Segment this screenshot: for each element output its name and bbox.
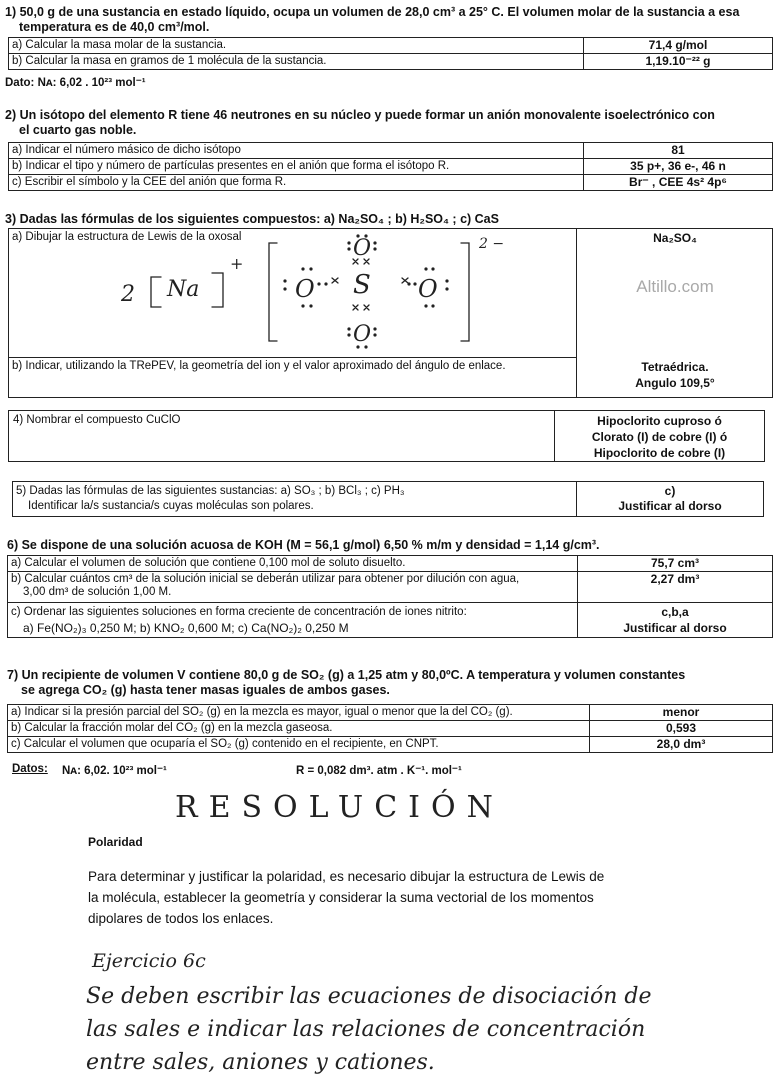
q7-c-answer: 28,0 dm³	[590, 737, 773, 753]
anion-left-bracket	[269, 243, 277, 341]
q2-title-line2: el cuarto gas noble.	[19, 123, 137, 137]
q5-answer-line2: Justificar al dorso	[618, 499, 722, 513]
anion-right-bracket	[461, 243, 469, 341]
q7-datos-r: R = 0,082 dm³. atm . K⁻¹. mol⁻¹	[296, 765, 462, 777]
q2-a-question: a) Indicar el número másico de dicho isótopo	[9, 143, 584, 159]
q2-table	[8, 142, 773, 191]
q7-datos-label: Datos:	[12, 763, 48, 775]
q7-a-answer: menor	[590, 705, 773, 721]
q4-answer-line1: Hipoclorito cuproso ó	[597, 414, 722, 428]
q7-table	[7, 704, 773, 753]
q6-title: 6) Se dispone de una solución acuosa de KOH (M = 56,1 g/mol) 6,50 % m/m y densidad = 1,14 g/cm³.	[7, 538, 600, 552]
q6-b-question-line1: b) Calcular cuántos cm³ de la solución inicial se deberán utilizar para obtener por dilución con agua,	[11, 573, 520, 585]
table-row	[9, 38, 773, 54]
q1-title-line2: temperatura es de 40,0 cm³/mol.	[19, 20, 210, 34]
bond-x-right	[402, 278, 408, 283]
q7-title	[7, 668, 777, 698]
ejercicio-6c-line3: entre sales, aniones y cationes.	[86, 1050, 435, 1075]
q3-a-cell	[9, 229, 577, 358]
q3-a-answer: Na₂SO₄	[653, 231, 697, 245]
table-row	[8, 705, 773, 721]
table-row	[8, 572, 773, 603]
ejercicio-6c-text	[86, 980, 776, 1079]
q1-title	[5, 5, 775, 35]
q2-title-line1: 2) Un isótopo del elemento R tiene 46 neutrones en su núcleo y puede formar un anión monovalente isoelectrónico con	[5, 108, 715, 122]
q4-answer-line2: Clorato (I) de cobre (I) ó	[591, 430, 728, 444]
q6-c-question	[8, 603, 578, 638]
q3-b-label: b) Indicar, utilizando la TRePEV, la geometría del ion y el valor aproximado del ángulo de enlace.	[12, 360, 506, 372]
resolucion-heading: RESOLUCIÓN	[175, 790, 504, 825]
q2-c-answer: Br⁻ , CEE 4s² 4p⁶	[584, 175, 773, 191]
q7-b-answer: 0,593	[590, 721, 773, 737]
q2-b-question: b) Indicar el tipo y número de partículas presentes en el anión que forma el isótopo R.	[9, 159, 584, 175]
q7-b-question: b) Calcular la fracción molar del CO₂ (g) en la mezcla gaseosa.	[8, 721, 590, 737]
q6-c-question-line1: c) Ordenar las siguientes soluciones en forma creciente de concentración de iones nitrito:	[11, 606, 467, 618]
q2-title	[5, 108, 775, 138]
table-row	[8, 721, 773, 737]
q3-a-label: a) Dibujar la estructura de Lewis de la oxosal	[12, 231, 242, 243]
table-row	[9, 175, 773, 191]
q2-b-answer: 35 p+, 36 e-, 46 n	[584, 159, 773, 175]
q4-label: 4) Nombrar el compuesto CuClO	[13, 414, 181, 426]
table-row	[8, 737, 773, 753]
q3-box	[8, 228, 773, 398]
q7-datos-na: Nᴀ: 6,02. 10²³ mol⁻¹	[62, 765, 167, 777]
table-row	[9, 159, 773, 175]
q2-a-answer: 81	[584, 143, 773, 159]
q6-b-answer: 2,27 dm³	[578, 572, 773, 603]
lewis-structure	[9, 229, 576, 357]
q3-b-answer	[576, 357, 773, 398]
ejercicio-6c-line2: las sales e indicar las relaciones de concentración	[86, 1017, 646, 1042]
q1-a-question: a) Calcular la masa molar de la sustancia.	[9, 38, 584, 54]
q4-box	[8, 410, 765, 462]
bond-x-left	[332, 278, 338, 283]
q3-b-answer-line1: Tetraédrica.	[641, 360, 709, 374]
q6-a-question: a) Calcular el volumen de solución que contiene 0,100 mol de soluto disuelto.	[8, 556, 578, 572]
q7-c-question: c) Calcular el volumen que ocuparía el SO₂ (g) contenido en el recipiente, en CNPT.	[8, 737, 590, 753]
polaridad-line2: la molécula, establecer la geometría y considerar la suma vectorial de los momentos	[88, 890, 594, 905]
q5-label	[16, 484, 405, 514]
polaridad-line3: dipolares de todos los enlaces.	[88, 911, 274, 926]
q1-dato: Dato: Nᴀ: 6,02 . 10²³ mol⁻¹	[5, 77, 146, 89]
q5-answer	[576, 482, 763, 516]
lewis-central-atom: S	[353, 270, 371, 300]
lewis-cation-charge: +	[230, 254, 244, 273]
table-row	[9, 54, 773, 70]
q6-b-question-line2: 3,00 dm³ de solución 1,00 M.	[23, 586, 172, 598]
q6-b-question	[8, 572, 578, 603]
q6-c-answer-line2: Justificar al dorso	[623, 621, 727, 635]
q6-c-answer-line1: c,b,a	[661, 605, 689, 619]
q2-c-question: c) Escribir el símbolo y la CEE del anión que forma R.	[9, 175, 584, 191]
q1-a-answer: 71,4 g/mol	[584, 38, 773, 54]
polaridad-line1: Para determinar y justificar la polaridad, es necesario dibujar la estructura de Lewis de	[88, 869, 605, 884]
q7-title-line2: se agrega CO₂ (g) hasta tener masas iguales de ambos gases.	[21, 683, 390, 697]
q7-title-line1: 7) Un recipiente de volumen V contiene 80,0 g de SO₂ (g) a 1,25 atm y 80,0ºC. A temperatura y volumen constantes	[7, 668, 686, 682]
lewis-oxygen-top: O	[353, 236, 372, 261]
q4-answer-line3: Hipoclorito de cobre (I)	[593, 446, 726, 460]
bond-x-bottom	[353, 305, 369, 310]
q6-c-question-line2: a) Fe(NO₂)₃ 0,250 M; b) KNO₂ 0,600 M; c) Ca(NO₂)₂ 0,250 M	[23, 621, 349, 635]
q3-title: 3) Dadas las fórmulas de los siguientes compuestos: a) Na₂SO₄ ; b) H₂SO₄ ; c) CaS	[5, 212, 499, 226]
cation-right-bracket	[212, 273, 223, 307]
lewis-cation: Na	[167, 277, 200, 302]
q4-answer	[554, 411, 764, 461]
ejercicio-6c-line1: Se deben escribir las ecuaciones de disociación de	[86, 984, 652, 1009]
lewis-oxygen-left: O	[295, 275, 315, 303]
cation-left-bracket	[151, 277, 161, 307]
q5-answer-line1: c)	[664, 484, 676, 498]
lewis-oxygen-bottom: O	[353, 322, 372, 347]
q1-table	[8, 37, 773, 70]
q6-table	[7, 555, 773, 638]
table-row	[8, 603, 773, 638]
q5-box	[12, 481, 764, 517]
lewis-oxygen-right: O	[418, 275, 438, 303]
lewis-coefficient: 2	[121, 282, 135, 307]
q1-title-line1: 1) 50,0 g de una sustancia en estado líquido, ocupa un volumen de 28,0 cm³ a 25° C. El volumen molar de la sustancia a esa	[5, 5, 740, 19]
ejercicio-6c-title: Ejercicio 6c	[92, 950, 206, 972]
lewis-anion-charge: 2 −	[479, 236, 505, 252]
polaridad-heading: Polaridad	[88, 835, 143, 849]
watermark: Altillo.com	[636, 277, 714, 296]
q6-a-answer: 75,7 cm³	[578, 556, 773, 572]
q5-label-line2: Identificar la/s sustancia/s cuyas moléculas son polares.	[28, 500, 314, 512]
table-row	[9, 143, 773, 159]
polaridad-paragraph	[88, 866, 688, 929]
q1-b-answer: 1,19.10⁻²² g	[584, 54, 773, 70]
table-row	[8, 556, 773, 572]
q6-c-answer	[578, 603, 773, 638]
q1-b-question: b) Calcular la masa en gramos de 1 molécula de la sustancia.	[9, 54, 584, 70]
q3-b-answer-line2: Angulo 109,5°	[635, 376, 715, 390]
q7-a-question: a) Indicar si la presión parcial del SO₂ (g) en la mezcla es mayor, igual o menor que la del CO₂ (g).	[8, 705, 590, 721]
q5-label-line1: 5) Dadas las fórmulas de las siguientes sustancias: a) SO₃ ; b) BCl₃ ; c) PH₃	[16, 485, 405, 497]
